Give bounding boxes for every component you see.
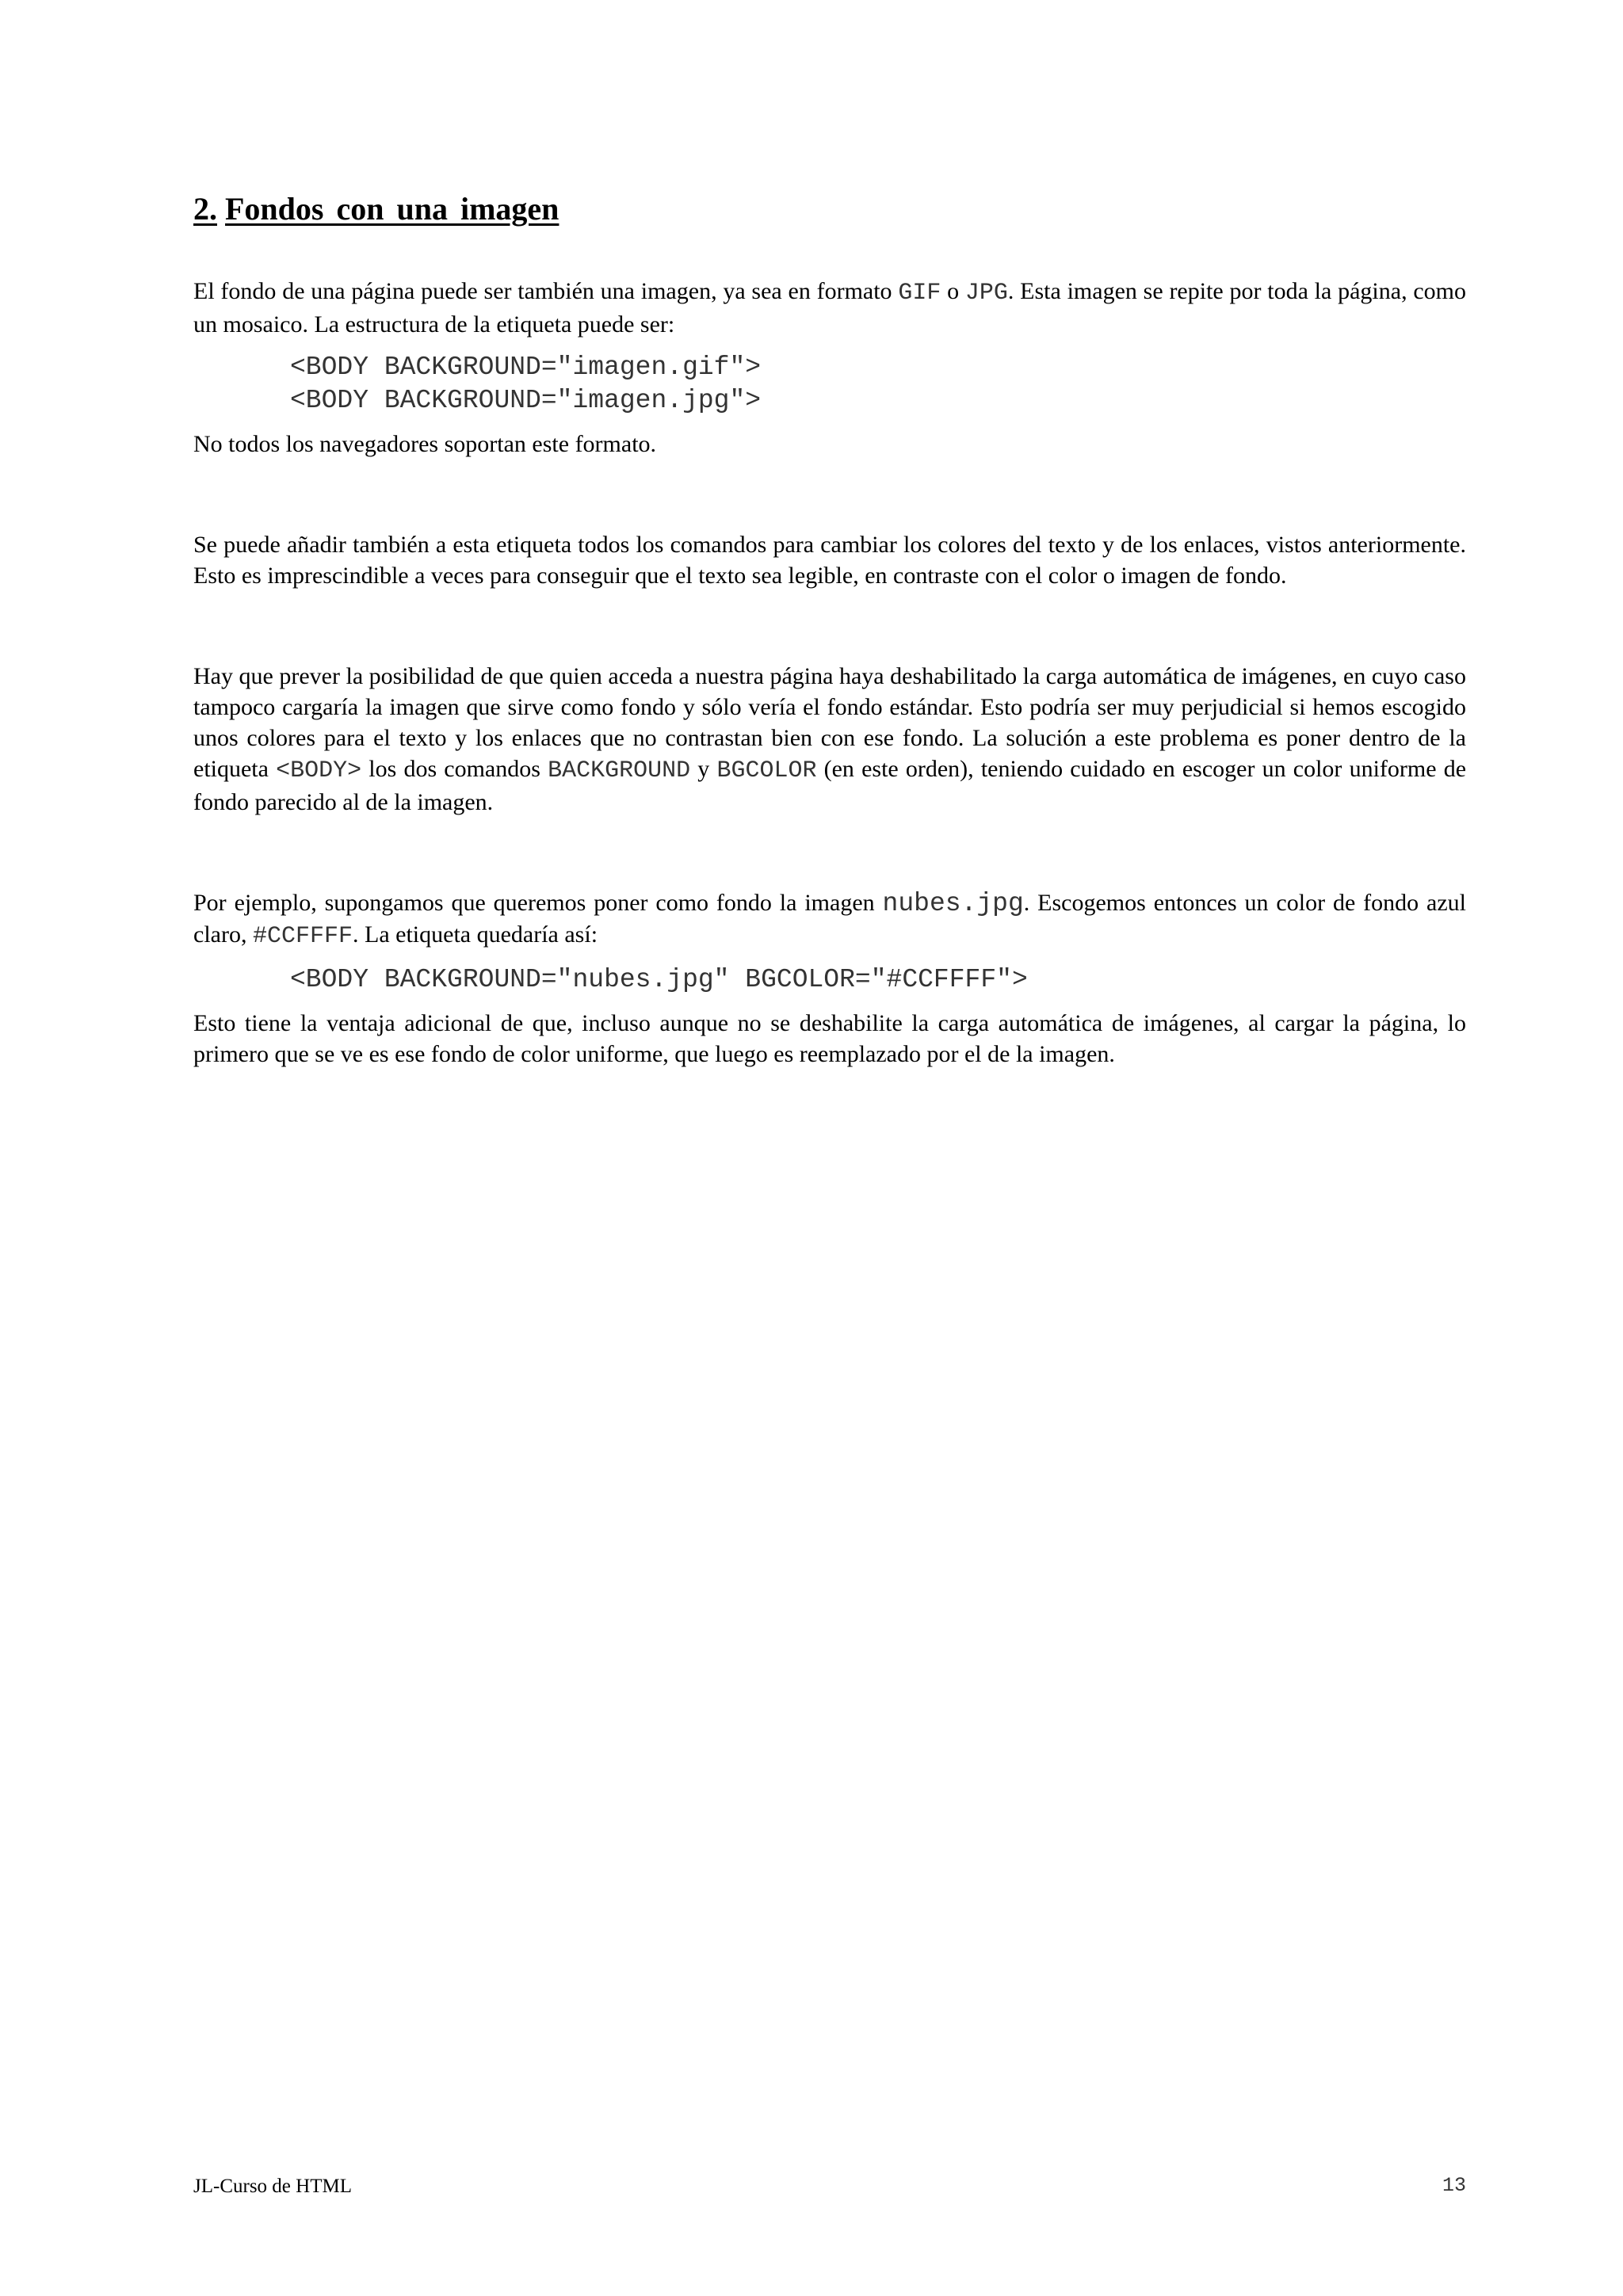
section-title: Fondos con una imagen xyxy=(225,191,559,227)
page-body xyxy=(193,190,1466,1070)
text-run: Por ejemplo, supongamos que queremos poner como fondo la imagen xyxy=(193,890,883,916)
text-run: El fondo de una página puede ser también una imagen, ya sea en formato xyxy=(193,278,899,304)
inline-code-color: #CCFFFF xyxy=(252,923,353,950)
code-line: <BODY BACKGROUND="nubes.jpg" BGCOLOR="#CCFFFF"> xyxy=(290,965,1028,994)
footer-course-title: JL-Curso de HTML xyxy=(193,2176,352,2197)
text-run: y xyxy=(690,756,717,782)
text-run: Hay que prever la posibilidad de que quien acceda a nuestra página haya deshabilitado la carga automática de imágenes, en cuyo caso tampoco cargaría la imagen que sirve como fondo y sólo vería el fondo estándar. Esto podría ser muy perjudicial si hemos escogido unos colores para el texto y los enlaces que no contrastan bien con ese fondo. La solución a este problema es poner dentro de la etiqueta xyxy=(193,663,1466,782)
section-heading xyxy=(193,190,1466,228)
inline-code-body: <BODY> xyxy=(276,757,362,784)
text-run: (en este orden), teniendo cuidado en escoger un color uniforme de fondo parecido al de la imagen. xyxy=(193,756,1467,815)
inline-code-bgcolor: BGCOLOR xyxy=(716,757,817,784)
paragraph-colors: Se puede añadir también a esta etiqueta todos los comandos para cambiar los colores del texto y de los enlaces, vistos anteriormente. Esto es imprescindible a veces para conseguir que el texto sea legible, en contraste con el color o imagen de fondo. xyxy=(193,532,1466,589)
footer-page-number: 13 xyxy=(1442,2174,1466,2197)
text-run: . Esta imagen se repite por toda la página, como un mosaico. La estructura de la etiqueta puede ser: xyxy=(193,278,1466,338)
paragraph-advantage: Esto tiene la ventaja adicional de que, incluso aunque no se deshabilite la carga automática de imágenes, al cargar la página, lo primero que se ve es ese fondo de color uniforme, que luego es reemplazado por el de la imagen. xyxy=(193,1010,1466,1067)
code-line: <BODY BACKGROUND="imagen.gif"> xyxy=(290,353,762,382)
paragraph-intro xyxy=(193,276,1466,340)
inline-code-nubes: nubes.jpg xyxy=(882,889,1024,918)
code-block-background xyxy=(290,351,1466,418)
section-number: 2. xyxy=(193,191,217,227)
text-run: los dos comandos xyxy=(361,756,548,782)
text-run: . Escogemos entonces un color de fondo azul claro, xyxy=(193,890,1467,948)
code-block-example xyxy=(290,963,1466,997)
code-line: <BODY BACKGROUND="imagen.jpg"> xyxy=(290,386,762,415)
inline-code-background: BACKGROUND xyxy=(548,757,691,784)
paragraph-fallback xyxy=(193,661,1466,818)
inline-code-jpg: JPG xyxy=(964,280,1008,307)
paragraph-support-note: No todos los navegadores soportan este formato. xyxy=(193,431,657,457)
text-run: o xyxy=(941,278,965,304)
text-run: . La etiqueta quedaría así: xyxy=(353,921,598,948)
inline-code-gif: GIF xyxy=(898,280,941,307)
paragraph-example xyxy=(193,887,1466,952)
